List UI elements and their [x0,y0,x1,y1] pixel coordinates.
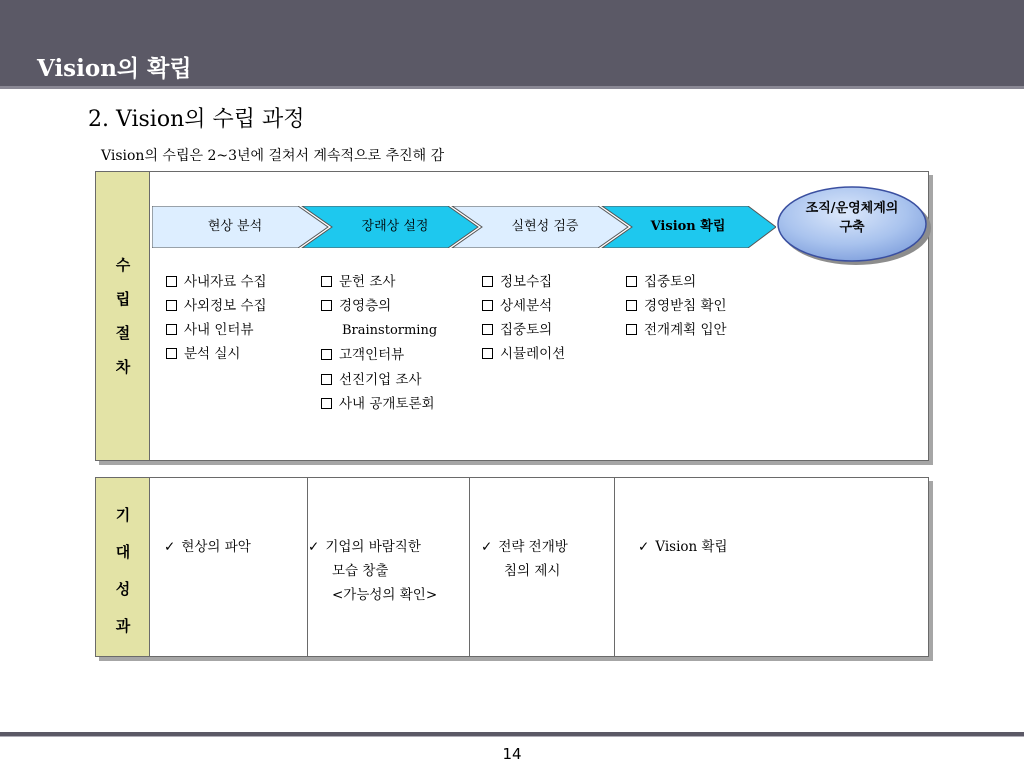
outcome-item-continuation: 모습 창출 [332,563,389,579]
check-icon: ✓ [164,539,176,555]
side-char: 차 [115,358,131,376]
checkbox-icon [166,324,177,335]
outcomes-panel [95,477,929,657]
procedure-side-label [96,172,150,460]
goal-label [777,199,927,237]
list-item: 사내 인터뷰 [166,318,254,342]
goal-oval [777,185,933,267]
outcome-item: ✓ 현상의 파악 [164,539,251,555]
checkbox-icon [321,300,332,311]
goal-line: 조직/운영체계의 [805,201,899,216]
list-item: 시뮬레이션 [482,342,565,366]
side-char: 대 [115,543,131,561]
section-heading: 2. Vision의 수립 과정 [88,107,305,132]
outcome-item: ✓ 기업의 바람직한 [308,539,421,555]
list-item: 선진기업 조사 [321,368,422,392]
step-label: 실현성 검증 [511,219,579,234]
check-icon: ✓ [638,539,650,555]
side-char: 과 [115,617,131,635]
list-item: 사내자료 수집 [166,270,267,294]
list-item: 상세분석 [482,294,552,318]
list-item: 경영층의 [321,294,391,318]
checkbox-icon [626,324,637,335]
column-divider [614,478,615,656]
checkbox-icon [321,349,332,360]
checkbox-icon [482,324,493,335]
checkbox-icon [626,276,637,287]
step-label: 장래상 설정 [361,219,429,234]
list-item: 사내 공개토론회 [321,392,435,416]
side-char: 성 [115,580,131,598]
goal-line: 구축 [839,220,865,235]
side-char: 립 [115,290,131,308]
outcome-item: ✓ Vision 확립 [638,539,728,555]
title-bar-underline [0,86,1024,89]
outcomes-side-label [96,478,150,656]
outcome-item: ✓ 전략 전개방 [481,539,568,555]
outcome-item-continuation: <가능성의 확인> [332,587,438,603]
side-char: 절 [115,324,131,342]
check-icon: ✓ [308,539,320,555]
outcome-item-continuation: 침의 제시 [504,563,561,579]
slide-title: Vision의 확립 [37,55,192,82]
checkbox-icon [166,348,177,359]
side-char: 기 [115,506,131,524]
column-divider [469,478,470,656]
column-divider [307,478,308,656]
checkbox-icon [321,374,332,385]
list-item: 집중토의 [626,270,696,294]
list-item: 분석 실시 [166,342,240,366]
checkbox-icon [321,276,332,287]
list-item-continuation: Brainstorming [342,323,438,338]
step-label: 현상 분석 [207,219,263,234]
list-item: 집중토의 [482,318,552,342]
check-icon: ✓ [481,539,493,555]
side-char: 수 [115,256,131,274]
section-subtitle: Vision의 수립은 2~3년에 걸쳐서 계속적으로 추진해 감 [101,148,445,164]
checkbox-icon [482,276,493,287]
process-steps [152,206,776,248]
checkbox-icon [321,398,332,409]
list-item: 경영받침 확인 [626,294,727,318]
checkbox-icon [482,300,493,311]
checkbox-icon [166,300,177,311]
list-item: 정보수집 [482,270,552,294]
checkbox-icon [626,300,637,311]
list-item: 문헌 조사 [321,270,395,294]
list-item: 사외정보 수집 [166,294,267,318]
footer-rule-thin [0,736,1024,737]
list-item: 고객인터뷰 [321,343,404,367]
step-label: Vision 확립 [650,219,726,234]
page-number: 14 [502,745,522,763]
checkbox-icon [166,276,177,287]
checkbox-icon [482,348,493,359]
list-item: 전개계획 입안 [626,318,727,342]
